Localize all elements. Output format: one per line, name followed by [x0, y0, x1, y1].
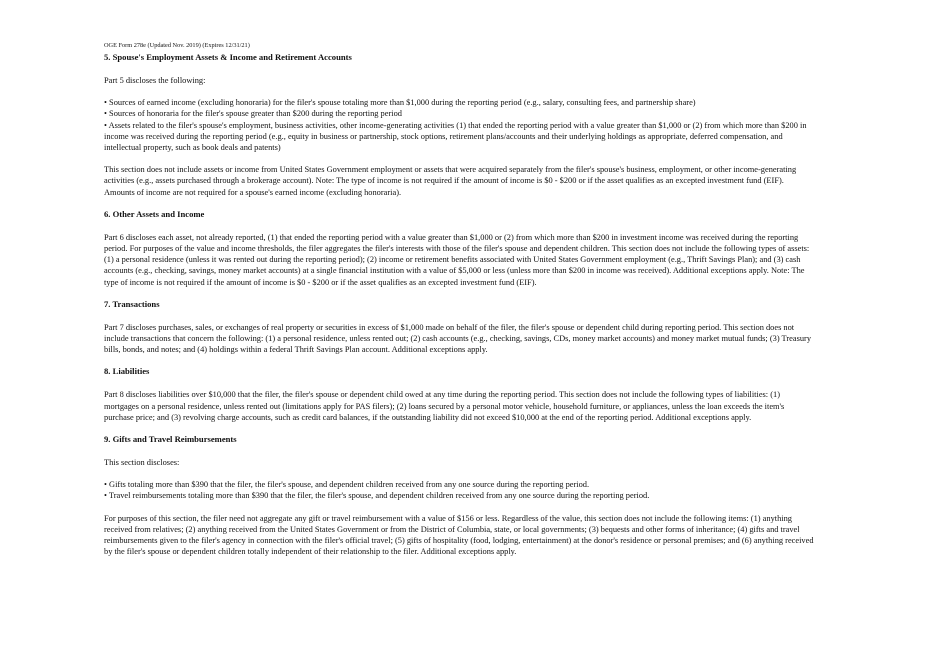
part9-heading: 9. Gifts and Travel Reimbursements: [104, 434, 237, 445]
part5-section: [104, 52, 816, 198]
part8-section: [104, 366, 816, 423]
list-item-text: Sources of honoraria for the filer's spouse greater than $200 during the reporting period: [109, 109, 402, 119]
part7-body: Part 7 discloses purchases, sales, or exchanges of real property or securities in excess of $1,000 made on behalf of the filer, the filer's spouse or dependent child during reporting period. This section does not include transactions that concern the following: (1) a personal residence, unless rented out; (2) cash accounts (e.g., checking, savings, CDs, money market accounts) and money market mutual funds; (3) Treasury bills, bonds, and notes; and (4) holdings within a federal Thrift Savings Plan account. Additional exceptions apply.: [104, 322, 812, 355]
part5-intro: Part 5 discloses the following:: [104, 76, 206, 85]
part6-body: Part 6 discloses each asset, not already reported, (1) that ended the reporting period with a value greater than $1,000 or (2) from which more than $200 in investment income was received during the reporting period. For purposes of the value and income thresholds, the filer aggregates the filer's interests with those of the filer's spouse and dependent children. This section does not include the following types of assets: (1) a personal residence (unless it was rented out during the reporting period); (2) income or retirement benefits associated with United States Government employment (e.g., Thrift Savings Plan); and (3) cash accounts (e.g., checking, savings, money market accounts) at a single financial institution with a value of $5,000 or less (unless more than $200 in income was received). Additional exceptions apply. Note: The type of income is not required if the amount of income is $0 - $200 or if the asset qualifies as an excepted investment fund (EIF).: [104, 232, 810, 287]
list-item: • Assets related to the filer's spouse's employment, business activities, other income-generating activities (1) that ended the reporting period with a value greater than $1,000 or (2) from which more than $200 in income was received during the reporting period (e.g., equity in business or partnership, stock options, retirement plans/accounts and their underlying holdings as appropriate, deferred compensation, and intellectual property, such as book deals and patents): [104, 120, 807, 153]
part9-section: [104, 434, 816, 557]
list-item: • Travel reimbursements totaling more than $390 that the filer, the filer's spouse, and dependent children received from any one source during the reporting period.: [104, 491, 650, 501]
part5-note: This section does not include assets or income from United States Government employment or assets that were acquired separately from the filer's spouse's business, employment, or other income-generating activities (e.g., assets purchased through a brokerage account). Note: The type of income is not required if the amount of income is $0 - $200 or if the asset qualifies as an excepted investment fund (EIF). Amounts of income are not required for a spouse's earned income (excluding honoraria).: [104, 165, 797, 197]
part6-heading: 6. Other Assets and Income: [104, 208, 205, 219]
part5-heading: 5. Spouse's Employment Assets & Income and Retirement Accounts: [104, 52, 352, 62]
form-identifier: OGE Form 278e (Updated Nov. 2019) (Expires 12/31/21): [104, 42, 250, 49]
part9-note: For purposes of this section, the filer need not aggregate any gift or travel reimbursement with a value of $156 or less. Regardless of the value, this section does not include the following items: (1) anything received from relatives; (2) anything received from the United States Government or from the District of Columbia, state, or local governments; (3) bequests and other forms of inheritance; (4) gifts and travel reimbursements given to the filer's agency in connection with the filer's official travel; (5) gifts of hospitality (food, lodging, entertainment) at the donor's residence or personal premises; and (6) anything received by the filer's spouse or dependent children totally independent of their relationship to the filer. Additional exceptions apply.: [104, 513, 814, 557]
part6-section: [104, 209, 816, 288]
part8-body: Part 8 discloses liabilities over $10,000 that the filer, the filer's spouse or dependent child owed at any time during the reporting period. This section does not include the following types of liabilities: (1) mortgages on a personal residence, unless rented out (limitations apply for PAS filers); (2) loans secured by a personal motor vehicle, household furniture, or appliances, unless the loan exceeds the item's purchase price; and (3) revolving charge accounts, such as credit card balances, if the outstanding liability did not exceed $10,000 at the end of the reporting period. Additional exceptions apply.: [104, 390, 785, 422]
list-item-text: Gifts totaling more than $390 that the filer, the filer's spouse, and dependent children received from any one source during the reporting period.: [109, 480, 590, 490]
part8-heading: 8. Liabilities: [104, 366, 150, 377]
part7-heading: 7. Transactions: [104, 298, 160, 309]
document-page: [104, 42, 816, 557]
part9-bullet-list: [104, 479, 816, 501]
list-item-text: Sources of earned income (excluding honoraria) for the filer's spouse totaling more than $1,000 during the reporting period (e.g., salary, consulting fees, and partnership share): [109, 98, 696, 108]
part9-intro: This section discloses:: [104, 458, 180, 468]
list-item: • Gifts totaling more than $390 that the filer, the filer's spouse, and dependent children received from any one source during the reporting period.: [104, 480, 590, 490]
list-item-text: Travel reimbursements totaling more than $390 that the filer, the filer's spouse, and dependent children received from any one source during the reporting period.: [108, 491, 650, 501]
list-item: • Sources of honoraria for the filer's spouse greater than $200 during the reporting period: [104, 109, 402, 119]
part5-bullet-list: [104, 97, 816, 153]
list-item: • Sources of earned income (excluding honoraria) for the filer's spouse totaling more than $1,000 during the reporting period (e.g., salary, consulting fees, and partnership share): [104, 98, 696, 108]
list-item-text: Assets related to the filer's spouse's employment, business activities, other income-generating activities (1) that ended the reporting period with a value greater than $1,000 or (2) from which more than $200 in income was received during the reporting period (e.g., equity in business or partnership, stock options, retirement plans/accounts and their underlying holdings as appropriate, deferred compensation, and intellectual property, such as book deals and patents): [104, 120, 807, 153]
part7-section: [104, 299, 816, 356]
